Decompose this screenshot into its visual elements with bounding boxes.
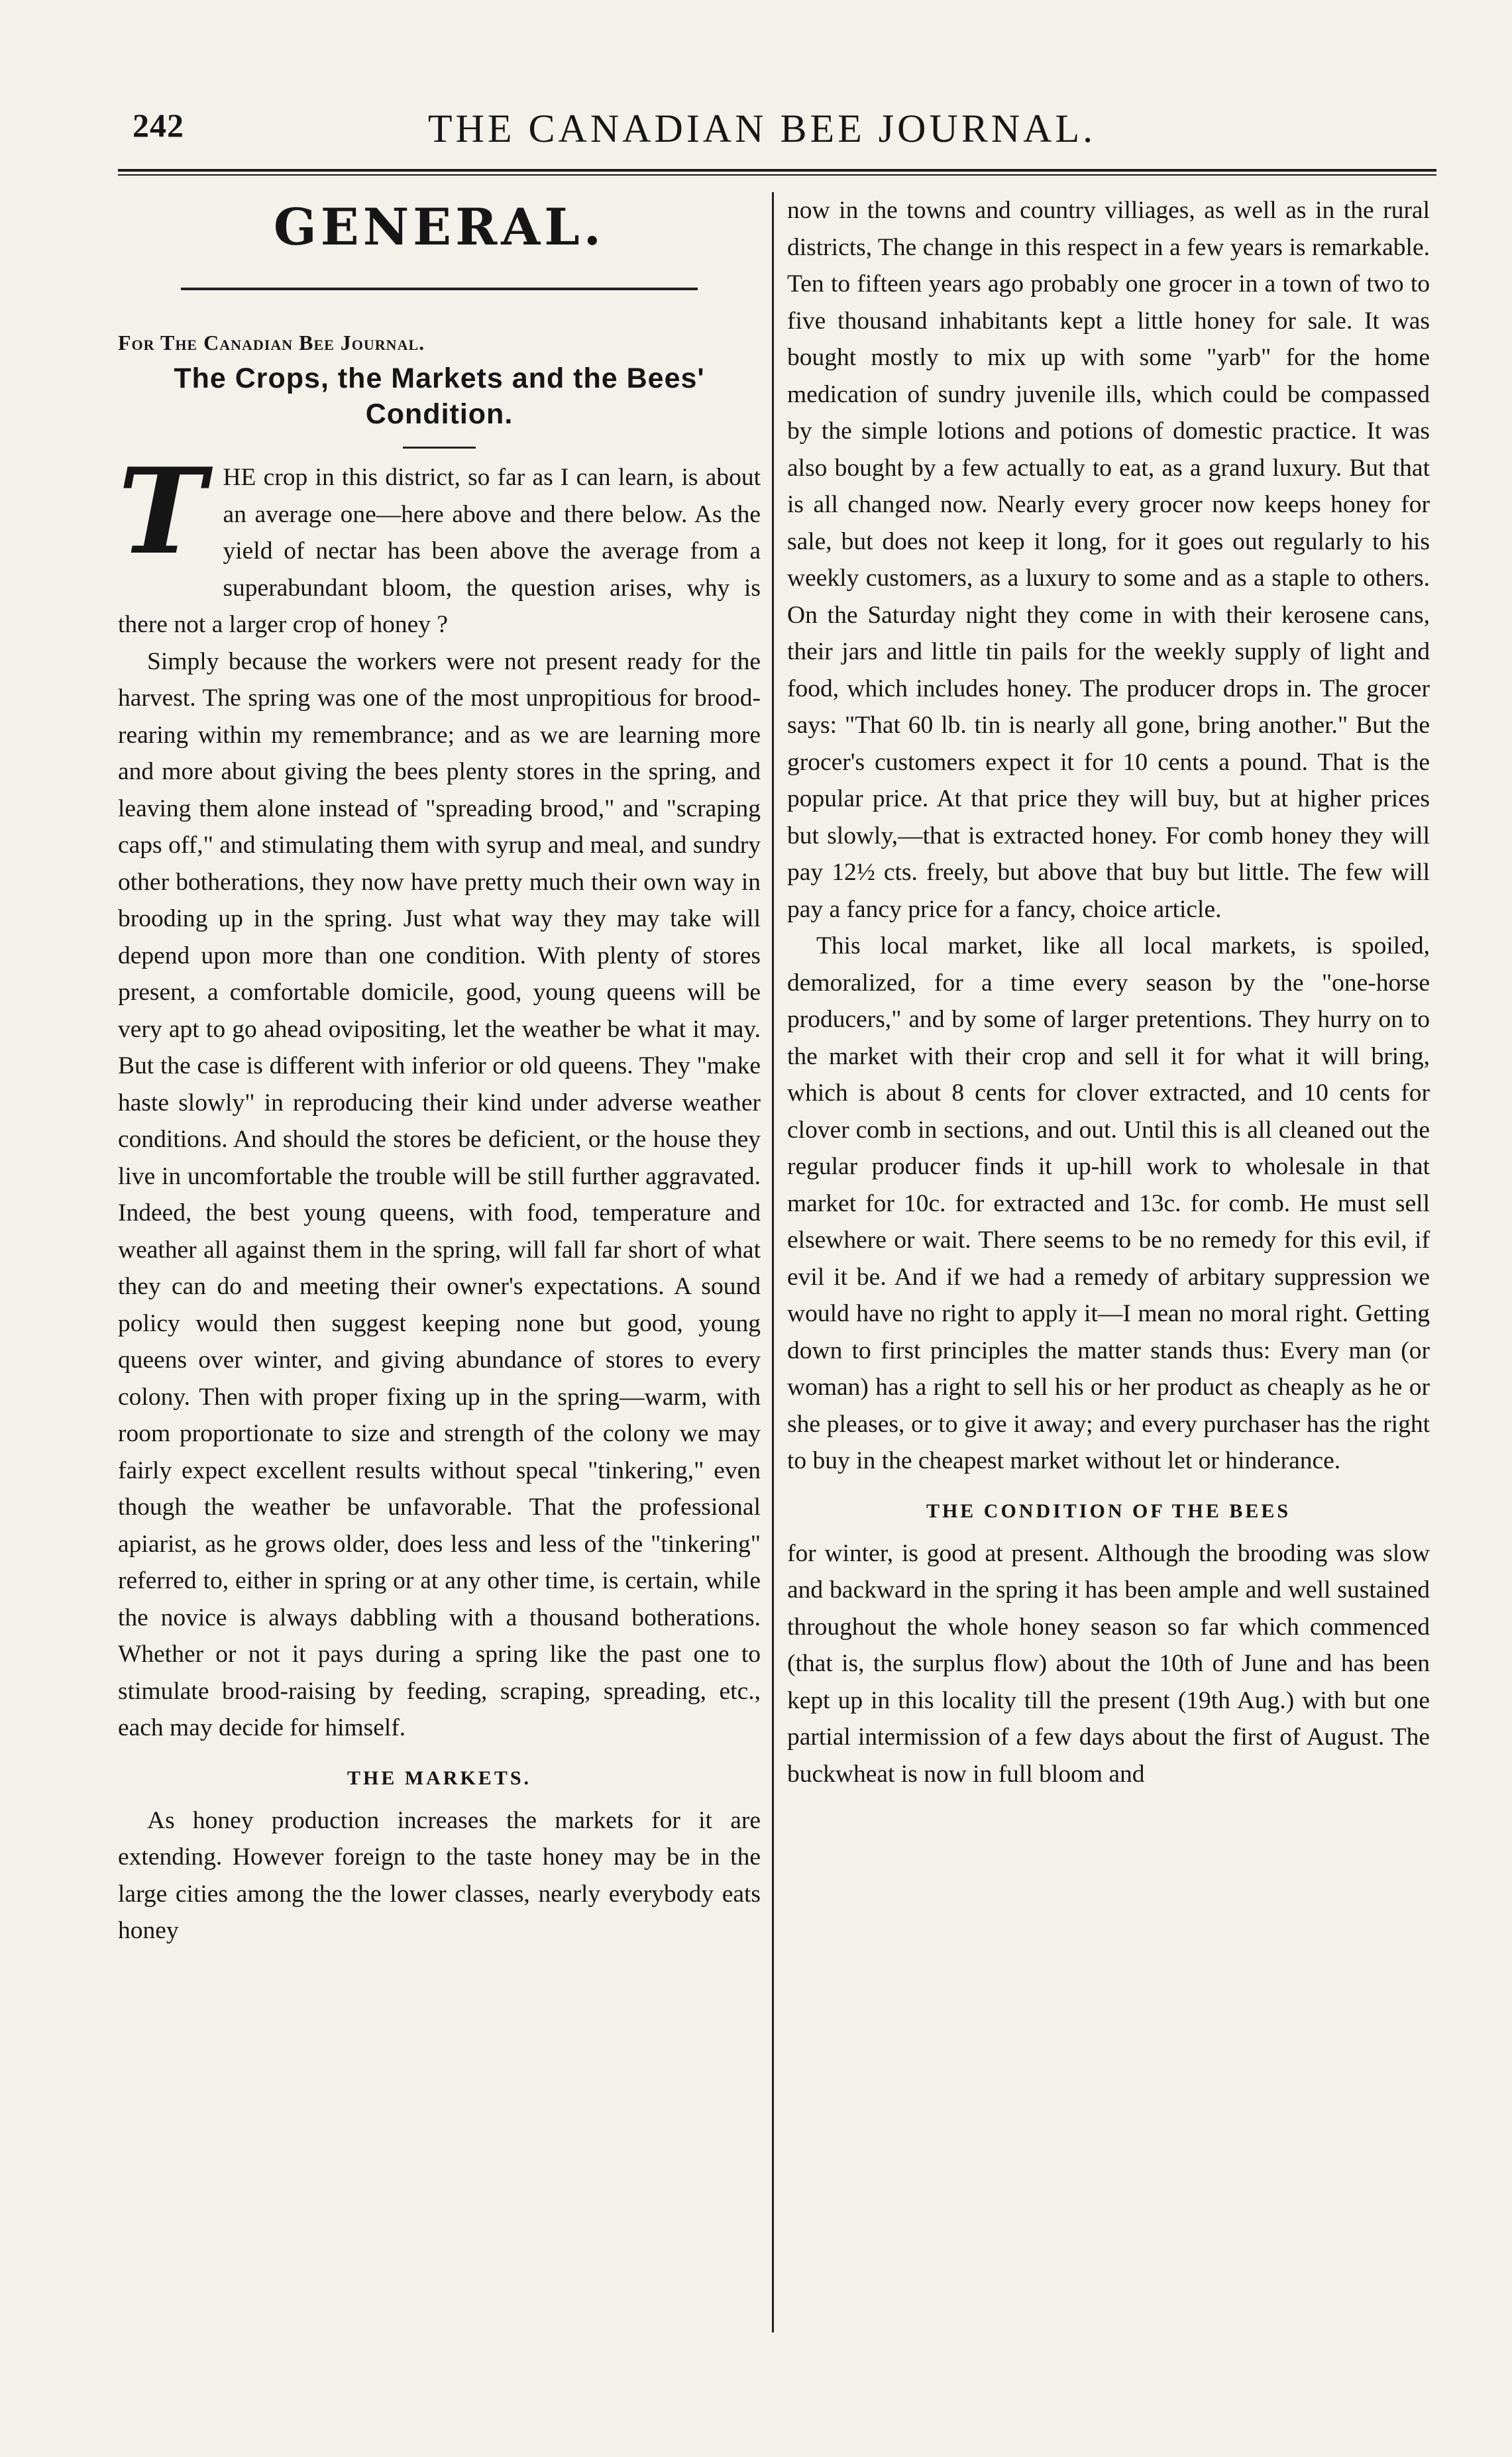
headline-rule: [403, 447, 476, 449]
opening-text: HE crop in this district, so far as I can learn, is about an average one—here above and there below. As the yield of nectar has been above the average from a superabundant bloom, the question arises, why is there not a larger crop of honey ?: [118, 464, 761, 638]
paragraph: This local market, like all local markets, is spoiled, demoralized, for a time every season by the "one-horse producers," and by some of larger pretentions. They hurry on to the market with their crop and sell it for what it will bring, which is about 8 cents for clover extracted, and 10 cents for clover comb in sections, and out. Until this is all cleaned out the regular producer finds it up-hill work to wholesale in that market for 10c. for extracted and 13c. for comb. He must sell elsewhere or wait. There seems to be no remedy for this evil, if evil it be. And if we had a remedy of arbitary suppression we would have no right to apply it—I mean no moral right. Getting down to first principles the matter stands thus: Every man (or woman) has a right to sell his or her product as cheaply as he or she pleases, or to give it away; and every purchaser has the right to buy in the cheapest market without let or hinderance.: [787, 932, 1430, 1474]
paragraph: As honey production increases the markets for it are extending. However foreign to the taste honey may be in the large cities among the the lower classes, nearly everybody eats honey: [118, 1806, 761, 1944]
paragraph: for winter, is good at present. Although the brooding was slow and backward in the spring it has been ample and well sustained throughout the whole honey season so far which commenced (that is, the surplus flow) about the 10th of June and has been kept up in this locality till the present (19th Aug.) with but one partial intermission of a few days about the first of August. The buckwheat is now in full bloom and: [787, 1539, 1430, 1788]
column-divider: [772, 192, 774, 2332]
header-rule-thin: [118, 174, 1436, 176]
source-line: For The Canadian Bee Journal.: [118, 331, 425, 355]
section-title: GENERAL.: [273, 197, 606, 256]
left-column: [118, 192, 761, 1949]
subhead-condition: THE CONDITION OF THE BEES: [926, 1500, 1291, 1522]
section-title-rule: [181, 288, 698, 290]
page-number: 242: [133, 107, 184, 144]
header-rule: [118, 169, 1436, 172]
drop-cap: T: [118, 442, 206, 580]
right-column: [787, 192, 1430, 1792]
article-headline: The Crops, the Markets and the Bees' Condition.: [174, 362, 705, 430]
paragraph: Simply because the workers were not present ready for the harvest. The spring was one of the most unpropitious for brood-rearing within my remembrance; and as we are learning more and more about giving the bees plenty stores in the spring, and leaving them alone instead of "spreading brood," and "scraping caps off," and stimulating them with syrup and meal, and sundry other botherations, they now have pretty much their own way in brooding up in the spring. Just what way they may take will depend upon more than one condition. With plenty of stores present, a comfortable domicile, good, young queens will be very apt to go ahead ovipositing, let the weather be what it may. But the case is different with inferior or old queens. They "make haste slowly" in reproducing their kind under adverse weather conditions. And should the stores be deficient, or the house they live in uncomfortable the trouble will be still further aggravated. Indeed, the best young queens, with food, temperature and weather all against them in the spring, will fall far short of what they can do and meeting their owner's expectations. A sound policy would then suggest keeping none but good, young queens over winter, and giving abundance of stores to every colony. Then with proper fixing up in the spring—warm, with room proportionate to size and strength of the colony we may fairly expect excellent results without specal "tinkering," even though the weather be unfavorable. That the professional apiarist, as he grows older, does less and less of the "tinkering" referred to, either in spring or at any other time, is certain, while the novice is always dabbling with a thousand botherations. Whether or not it pays during a spring like the past one to stimulate brood-raising by feeding, scraping, spreading, etc., each may decide for himself.: [118, 647, 761, 1741]
subhead-markets: THE MARKETS.: [347, 1767, 532, 1789]
opening-paragraph: [118, 442, 761, 643]
paragraph: now in the towns and country villiages, as well as in the rural districts, The change in this respect in a few years is remarkable. Ten to fifteen years ago probably one grocer in a town of two to five thousand inhabitants kept a little honey for sale. It was bought mostly to mix up with some "yarb" for the home medication of sundry juvenile ills, which could be compassed by the simple lotions and potions of domestic practice. It was also bought by a few actually to eat, as a grand luxury. But that is all changed now. Nearly every grocer now keeps honey for sale, but does not keep it long, for it goes out regularly to his weekly customers, as a luxury to some and as a staple to others. On the Saturday night they come in with their kerosene cans, their jars and little tin pails for the weekly supply of light and food, which includes honey. The producer drops in. The grocer says: "That 60 lb. tin is nearly all gone, bring another." But the grocer's customers expect it for 10 cents a pound. That is the popular price. At that price they will buy, but at higher prices but slowly,—that is extracted honey. For comb honey they will pay 12½ cts. freely, but above that buy but little. The few will pay a fancy price for a fancy, choice article.: [787, 197, 1430, 923]
running-title: THE CANADIAN BEE JOURNAL.: [427, 107, 1097, 150]
